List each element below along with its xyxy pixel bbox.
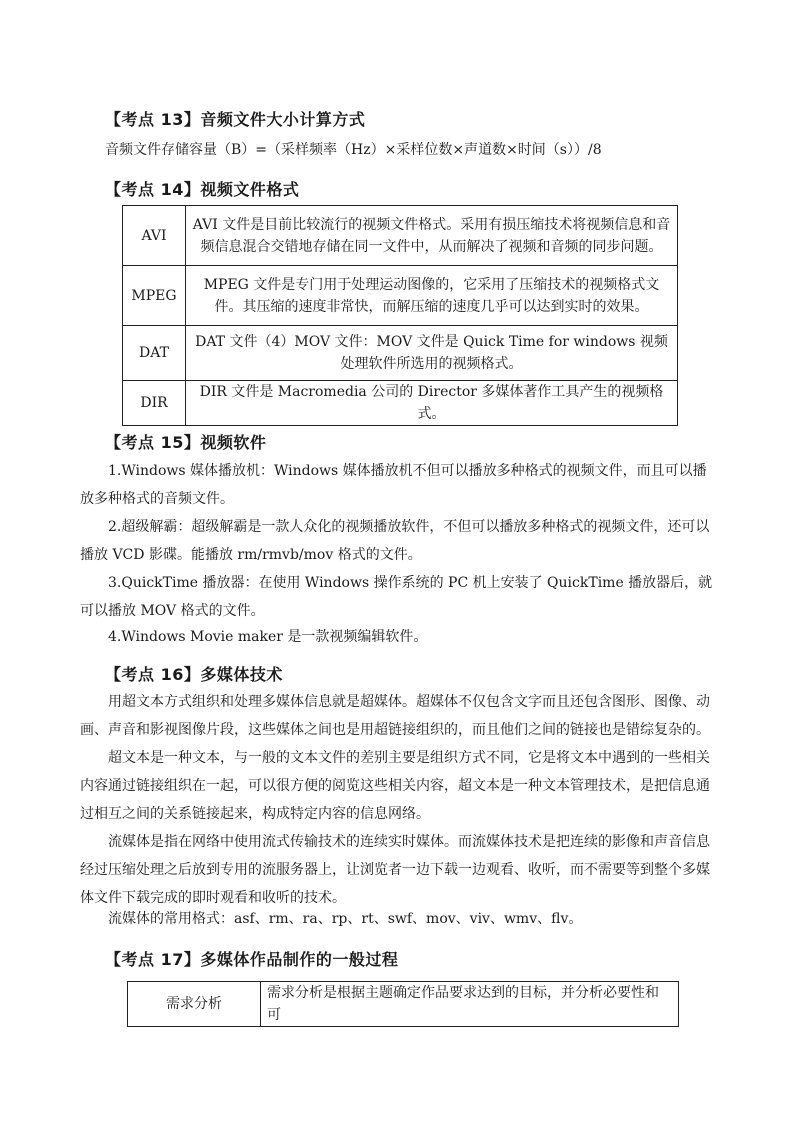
production-process-table	[127, 981, 679, 1027]
table-row	[123, 266, 678, 326]
paragraph: 用超文本方式组织和处理多媒体信息就是超媒体。超媒体不仅包含文字而且还包含图形、图像、动画、声音和影视图像片段，这些媒体之间也是用超链接组织的，而且他们之间的链接也是错综复杂的。	[80, 694, 710, 738]
table-row	[123, 326, 678, 381]
paragraph: 超文本是一种文本，与一般的文本文件的差别主要是组织方式不同，它是将文本中遇到的一些相关内容通过链接组织在一起，可以很方便的阅览这些相关内容，超文本是一种文本管理技术，是把信息通过相互之间的关系链接起来，构成特定内容的信息网络。	[80, 750, 710, 822]
list-item: 1.Windows 媒体播放机：Windows 媒体播放机不但可以播放多种格式的视频文件，而且可以播放多种格式的音频文件。	[80, 463, 707, 507]
table-row	[123, 206, 678, 266]
paragraph: 流媒体的常用格式：asf、rm、ra、rp、rt、swf、mov、viv、wmv、flv。	[108, 911, 583, 927]
list-item: 3.QuickTime 播放器：在使用 Windows 操作系统的 PC 机上安装了 QuickTime 播放器后，就可以播放 MOV 格式的文件。	[80, 575, 713, 619]
format-label: MPEG	[123, 266, 186, 326]
table-row	[123, 381, 678, 426]
video-format-table	[122, 205, 678, 426]
format-description: DIR 文件是 Macromedia 公司的 Director 多媒体著作工具产生的视频格式。	[186, 381, 678, 426]
paragraph: 流媒体是指在网络中使用流式传输技术的连续实时媒体。而流媒体技术是把连续的影像和声音信息经过压缩处理之后放到专用的流服务器上，让浏览者一边下载一边观看、收听，而不需要等到整个多媒体文件下载完成的即时观看和收听的技术。	[80, 834, 710, 906]
format-description: AVI 文件是目前比较流行的视频文件格式。采用有损压缩技术将视频信息和音频信息混合交错地存储在同一文件中，从而解决了视频和音频的同步问题。	[186, 206, 678, 266]
format-label: DIR	[123, 381, 186, 426]
section-14-heading: 【考点 14】视频文件格式	[105, 180, 300, 199]
section-15-heading: 【考点 15】视频软件	[105, 433, 267, 452]
format-label: DAT	[123, 326, 186, 381]
format-label: AVI	[123, 206, 186, 266]
format-description: DAT 文件（4）MOV 文件：MOV 文件是 Quick Time for windows 视频处理软件所选用的视频格式。	[186, 326, 678, 381]
stage-description: 需求分析是根据主题确定作品要求达到的目标，并分析必要性和可	[261, 982, 679, 1027]
format-description: MPEG 文件是专门用于处理运动图像的，它采用了压缩技术的视频格式文件。其压缩的速度非常快，而解压缩的速度几乎可以达到实时的效果。	[186, 266, 678, 326]
section-16-heading: 【考点 16】多媒体技术	[105, 665, 283, 684]
section-17-heading: 【考点 17】多媒体作品制作的一般过程	[105, 950, 399, 969]
list-item: 4.Windows Movie maker 是一款视频编辑软件。	[108, 629, 428, 645]
table-row	[128, 982, 679, 1027]
list-item: 2.超级解霸：超级解霸是一款人众化的视频播放软件，不但可以播放多种格式的视频文件，还可以播放 VCD 影碟。能播放 rm/rmvb/mov 格式的文件。	[80, 519, 710, 563]
stage-label: 需求分析	[128, 982, 261, 1027]
section-13-heading: 【考点 13】音频文件大小计算方式	[105, 110, 366, 129]
audio-size-formula: 音频文件存储容量（B）=（采样频率（Hz）×采样位数×声道数×时间（s））/8	[105, 142, 602, 158]
